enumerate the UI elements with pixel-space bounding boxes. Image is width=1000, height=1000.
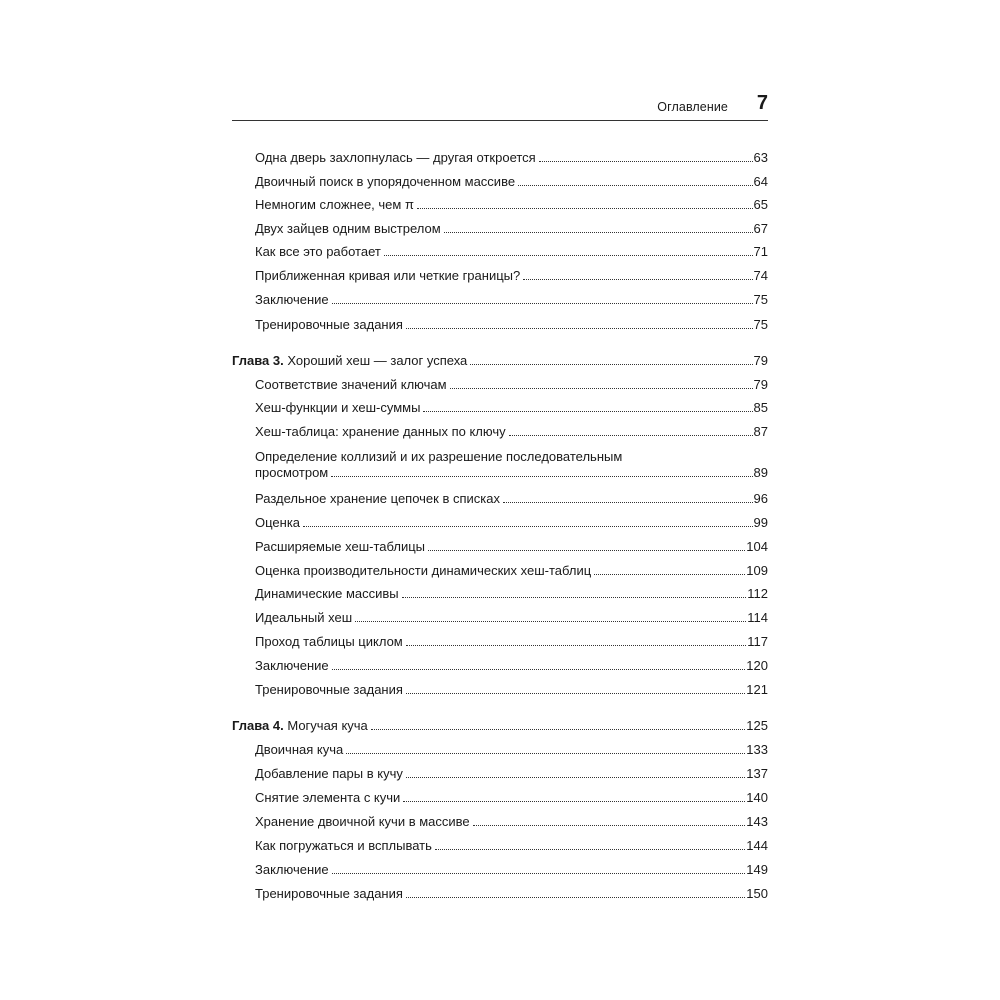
toc-entry[interactable] (0, 539, 768, 555)
entry-title: Тренировочные задания (255, 317, 403, 332)
entry-page: 65 (753, 197, 768, 212)
entry-page: 85 (753, 400, 768, 415)
toc-entry[interactable] (0, 790, 768, 806)
toc-entry[interactable] (0, 268, 768, 284)
entry-title: Приближенная кривая или четкие границы? (255, 268, 521, 283)
dot-leader (406, 897, 745, 898)
toc-entry[interactable] (0, 244, 768, 260)
dot-leader (417, 208, 753, 209)
toc-entry[interactable] (0, 515, 768, 531)
entry-page: 109 (746, 563, 768, 578)
dot-leader (384, 255, 753, 256)
entry-page: 117 (747, 634, 768, 649)
entry-page: 143 (746, 814, 768, 829)
dot-leader (332, 669, 746, 670)
running-head-title: Оглавление (657, 100, 728, 114)
entry-title: Добавление пары в кучу (255, 766, 403, 781)
toc-entry[interactable] (0, 586, 768, 602)
entry-title: просмотром (255, 465, 329, 480)
toc-entry[interactable] (0, 886, 768, 902)
entry-page: 149 (746, 862, 768, 877)
entry-title: Хеш-таблица: хранение данных по ключу (255, 424, 506, 439)
entry-page: 96 (753, 491, 768, 506)
dot-leader (403, 801, 745, 802)
entry-title: Двух зайцев одним выстрелом (255, 221, 441, 236)
entry-title: Раздельное хранение цепочек в списках (255, 491, 500, 506)
entry-title: Заключение (255, 862, 329, 877)
entry-title: Как все это работает (255, 244, 381, 259)
toc-entry[interactable] (0, 814, 768, 830)
dot-leader (594, 574, 745, 575)
toc-entry[interactable] (0, 317, 768, 333)
toc-entry[interactable] (0, 682, 768, 698)
dot-leader (509, 435, 753, 436)
dot-leader (332, 303, 753, 304)
dot-leader (539, 161, 753, 162)
toc-entry[interactable] (0, 766, 768, 782)
toc-entry[interactable] (0, 424, 768, 440)
entry-title: Расширяемые хеш-таблицы (255, 539, 426, 554)
toc-entry[interactable] (0, 400, 768, 416)
entry-page: 104 (746, 539, 768, 554)
dot-leader (518, 185, 752, 186)
entry-title: Заключение (255, 292, 329, 307)
chapter-label: Глава 3. (232, 353, 284, 368)
dot-leader (406, 693, 745, 694)
entry-title: Немногим сложнее, чем π (255, 197, 414, 212)
entry-title: Динамические массивы (255, 586, 399, 601)
entry-title: Оценка (255, 515, 301, 530)
entry-page: 75 (753, 292, 768, 307)
toc-chapter-entry[interactable] (0, 718, 768, 734)
dot-leader (303, 526, 753, 527)
toc-entry[interactable] (0, 292, 768, 308)
entry-title: Тренировочные задания (255, 886, 403, 901)
dot-leader (406, 645, 747, 646)
toc-entry[interactable] (0, 610, 768, 626)
toc-entry[interactable] (0, 449, 768, 481)
dot-leader (402, 597, 747, 598)
entry-title: Двоичная куча (255, 742, 344, 757)
entry-page: 75 (753, 317, 768, 332)
entry-title: Проход таблицы циклом (255, 634, 403, 649)
chapter-title: Могучая куча (287, 718, 368, 733)
entry-page: 99 (753, 515, 768, 530)
entry-title: Тренировочные задания (255, 682, 403, 697)
entry-title-line1: Определение коллизий и их разрешение последовательным (255, 449, 623, 464)
entry-title: Хеш-функции и хеш-суммы (255, 400, 421, 415)
entry-page: 87 (753, 424, 768, 439)
entry-page: 137 (746, 766, 768, 781)
toc-entry[interactable] (0, 634, 768, 650)
dot-leader (503, 502, 753, 503)
entry-page: 120 (746, 658, 768, 673)
toc-entry[interactable] (0, 150, 768, 166)
dot-leader (523, 279, 752, 280)
dot-leader (450, 388, 753, 389)
entry-page: 74 (753, 268, 768, 283)
toc-entry[interactable] (0, 377, 768, 393)
entry-title: Хранение двоичной кучи в массиве (255, 814, 470, 829)
dot-leader (423, 411, 752, 412)
dot-leader (331, 476, 752, 477)
entry-title: Оценка производительности динамических хеш-таблиц (255, 563, 592, 578)
dot-leader (355, 621, 746, 622)
dot-leader (444, 232, 753, 233)
page-number: 7 (756, 92, 768, 114)
entry-title: Одна дверь захлопнулась — другая откроется (255, 150, 536, 165)
dot-leader (435, 849, 745, 850)
dot-leader (332, 873, 746, 874)
entry-page: 150 (746, 886, 768, 901)
toc-entry[interactable] (0, 221, 768, 237)
toc-chapter-entry[interactable] (0, 353, 768, 369)
entry-page: 63 (753, 150, 768, 165)
toc-entry[interactable] (0, 742, 768, 758)
toc-entry[interactable] (0, 838, 768, 854)
dot-leader (428, 550, 745, 551)
toc-entry[interactable] (0, 658, 768, 674)
entry-page: 144 (746, 838, 768, 853)
entry-title: Заключение (255, 658, 329, 673)
entry-page: 79 (753, 353, 768, 368)
toc-entry[interactable] (0, 491, 768, 507)
entry-page: 121 (746, 682, 768, 697)
entry-page: 71 (753, 244, 768, 259)
entry-page: 89 (753, 465, 768, 480)
entry-page: 112 (747, 586, 768, 601)
entry-page: 114 (747, 610, 768, 625)
entry-page: 64 (753, 174, 768, 189)
entry-page: 67 (753, 221, 768, 236)
toc-entry[interactable] (0, 563, 768, 579)
entry-title: Идеальный хеш (255, 610, 353, 625)
dot-leader (406, 328, 753, 329)
entry-page: 125 (746, 718, 768, 733)
dot-leader (473, 825, 746, 826)
entry-title: Снятие элемента с кучи (255, 790, 401, 805)
entry-title: Соответствие значений ключам (255, 377, 447, 392)
toc-entry[interactable] (0, 174, 768, 190)
dot-leader (371, 729, 746, 730)
dot-leader (406, 777, 745, 778)
toc-entry[interactable] (0, 862, 768, 878)
toc-entry[interactable] (0, 197, 768, 213)
entry-page: 133 (746, 742, 768, 757)
chapter-label: Глава 4. (232, 718, 284, 733)
dot-leader (346, 753, 745, 754)
entry-title: Двоичный поиск в упорядоченном массиве (255, 174, 516, 189)
dot-leader (470, 364, 752, 365)
entry-page: 140 (746, 790, 768, 805)
entry-title: Как погружаться и всплывать (255, 838, 432, 853)
entry-page: 79 (753, 377, 768, 392)
chapter-title: Хороший хеш — залог успеха (287, 353, 468, 368)
